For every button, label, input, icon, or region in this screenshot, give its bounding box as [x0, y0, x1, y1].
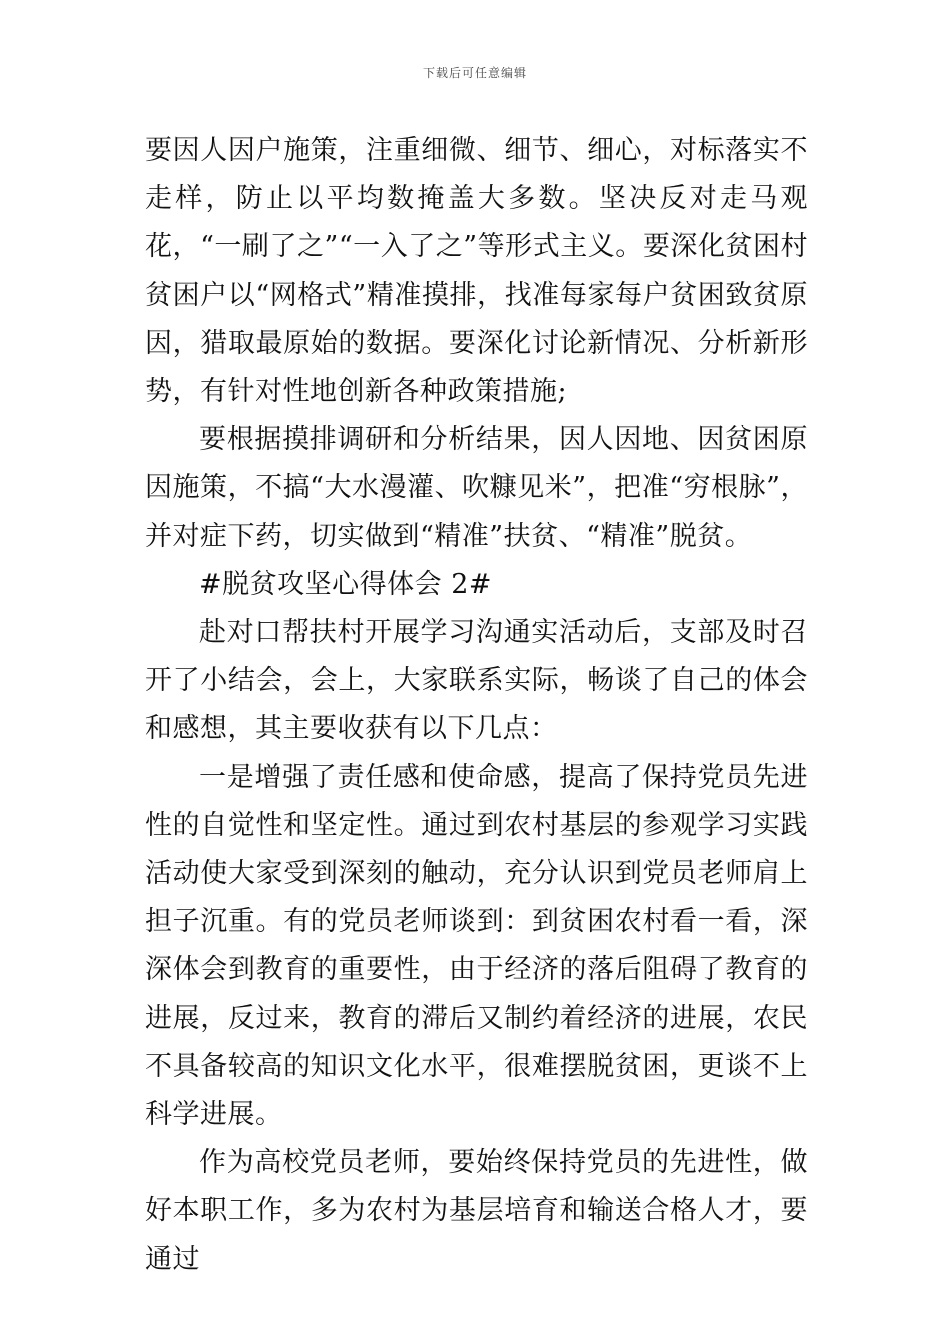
paragraph-2: 要根据摸排调研和分析结果，因人因地、因贫困原因施策，不搞“大水漫灌、吹糠见米”，把准“穷根脉”，并对症下药，切实做到“精准”扶贫、“精准”脱贫。	[145, 424, 808, 552]
paragraph-3: 赴对口帮扶村开展学习沟通实活动后，支部及时召开了小结会，会上，大家联系实际，畅谈了自己的体会和感想，其主要收获有以下几点：	[145, 617, 808, 745]
paragraph-1: 要因人因户施策，注重细微、细节、细心，对标落实不走样，防止以平均数掩盖大多数。坚决反对走马观花，“一刷了之”“一入了之”等形式主义。要深化贫困村贫困户以“网格式”精准摸排，找准每家每户贫困致贫原因，猎取最原始的数据。要深化讨论新情况、分析新形势，有针对性地创新各种政策措施;	[145, 135, 808, 408]
paragraph-5: 作为高校党员老师，要始终保持党员的先进性，做好本职工作，多为农村为基层培育和输送合格人才，要通过	[145, 1147, 808, 1275]
page-header: 下载后可任意编辑	[422, 66, 527, 80]
document-body	[145, 127, 808, 1284]
section-heading: #脱贫攻坚心得体会 2#	[199, 568, 493, 600]
paragraph-4: 一是增强了责任感和使命感，提高了保持党员先进性的自觉性和坚定性。通过到农村基层的参观学习实践活动使大家受到深刻的触动，充分认识到党员老师肩上担子沉重。有的党员老师谈到：到贫困农村看一看，深深体会到教育的重要性，由于经济的落后阻碍了教育的进展，反过来，教育的滞后又制约着经济的进展，农民不具备较高的知识文化水平，很难摆脱贫困，更谈不上科学进展。	[145, 761, 808, 1131]
